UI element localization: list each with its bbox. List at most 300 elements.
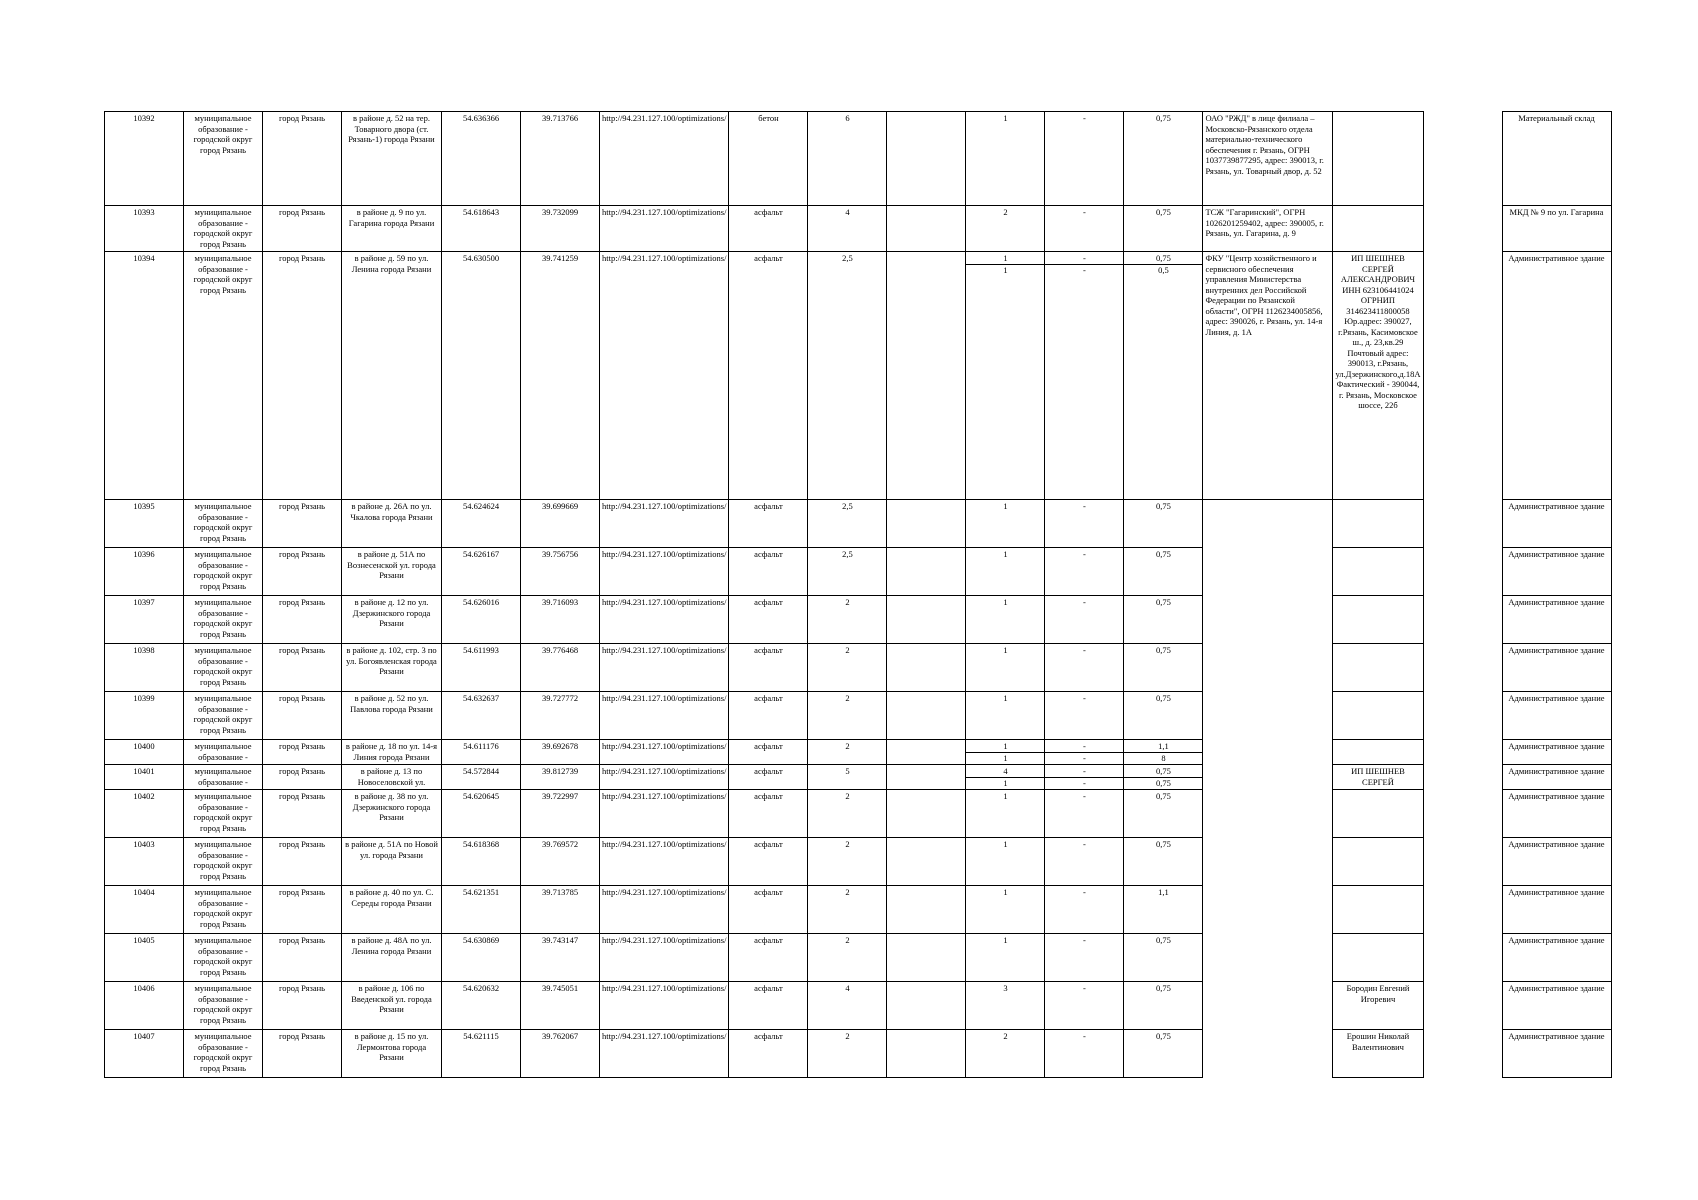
settlement-cell: город Рязань [263, 500, 342, 548]
container-count-value: 1 [1003, 113, 1008, 123]
site-id-cell: 10401 [105, 765, 184, 790]
municipality-cell: муниципальное образование - городской округ город Рязань [184, 982, 263, 1030]
table-row [105, 934, 1612, 982]
planned-count-cell [1045, 252, 1124, 500]
sharer-cell [1333, 206, 1423, 252]
empty-cell [887, 838, 966, 886]
empty-cell [887, 644, 966, 692]
owner-cell [1203, 765, 1333, 790]
longitude-cell: 39.743147 [521, 934, 600, 982]
owner-cell [1203, 790, 1333, 838]
empty-cell [1423, 886, 1502, 934]
site-id-cell: 10403 [105, 838, 184, 886]
planned-count-cell [1045, 548, 1124, 596]
source-cell: Административное здание [1502, 740, 1611, 765]
planned-count-cell [1045, 500, 1124, 548]
site-id-cell: 10402 [105, 790, 184, 838]
planned-count-value: - [1083, 1031, 1086, 1041]
latitude-cell: 54.630869 [442, 934, 521, 982]
latitude-cell: 54.621115 [442, 1030, 521, 1078]
municipality-cell: муниципальное образование - городской округ город Рязань [184, 548, 263, 596]
owner-cell: ОАО "РЖД" в лице филиала – Московско-Рязанского отдела материально-технического обеспечения г. Рязань, ОГРН 1037739877295, адрес: 390013, г. Рязань, ул. Товарный двор, д. 52 [1203, 112, 1333, 206]
table-row [105, 548, 1612, 596]
planned-count-cell [1045, 886, 1124, 934]
address-cell: в районе д. 38 по ул. Дзержинского города Рязани [342, 790, 442, 838]
settlement-cell: город Рязань [263, 934, 342, 982]
container-count-value: 1 [1003, 597, 1008, 607]
site-id-cell: 10399 [105, 692, 184, 740]
owner-cell [1203, 692, 1333, 740]
planned-count-value: - [1083, 693, 1086, 703]
volume-value: 0,75 [1156, 777, 1171, 788]
planned-count-value: - [1083, 887, 1086, 897]
empty-cell [887, 112, 966, 206]
settlement-cell: город Рязань [263, 252, 342, 500]
planned-count-cell [1045, 644, 1124, 692]
sharer-cell [1333, 838, 1423, 886]
planned-count-cell [1045, 692, 1124, 740]
area-cell: 2 [808, 790, 887, 838]
container-count-value: 1 [1003, 693, 1008, 703]
latitude-cell: 54.632637 [442, 692, 521, 740]
owner-cell: ТСЖ "Гагаринский", ОГРН 1026201259402, адрес: 390005, г. Рязань, ул. Гагарина, д. 9 [1203, 206, 1333, 252]
planned-count-cell [1045, 1030, 1124, 1078]
longitude-cell: 39.692678 [521, 740, 600, 765]
empty-cell [1423, 692, 1502, 740]
area-cell: 2 [808, 596, 887, 644]
latitude-cell: 54.626016 [442, 596, 521, 644]
table-row [105, 838, 1612, 886]
latitude-cell: 54.618643 [442, 206, 521, 252]
surface-cell: асфальт [729, 206, 808, 252]
volume-value: 0,75 [1156, 983, 1171, 993]
volume-value: 1,1 [1124, 741, 1202, 753]
longitude-cell: 39.713785 [521, 886, 600, 934]
planned-count-value: - [1083, 113, 1086, 123]
map-link-cell: http://94.231.127.100/optimizations/ [600, 765, 729, 790]
planned-count-value: - [1083, 777, 1086, 788]
latitude-cell: 54.620632 [442, 982, 521, 1030]
container-count-value: 2 [1003, 1031, 1008, 1041]
table-row [105, 740, 1612, 765]
settlement-cell: город Рязань [263, 692, 342, 740]
address-cell: в районе д. 18 по ул. 14-я Линия города Рязани [342, 740, 442, 765]
empty-cell [1423, 765, 1502, 790]
owner-cell [1203, 740, 1333, 765]
volume-cell [1124, 838, 1203, 886]
site-id-cell: 10405 [105, 934, 184, 982]
longitude-cell: 39.776468 [521, 644, 600, 692]
settlement-cell: город Рязань [263, 982, 342, 1030]
address-cell: в районе д. 106 по Введенской ул. города Рязани [342, 982, 442, 1030]
table-row [105, 982, 1612, 1030]
source-cell: МКД № 9 по ул. Гагарина [1502, 206, 1611, 252]
empty-cell [887, 765, 966, 790]
address-cell: в районе д. 9 по ул. Гагарина города Рязани [342, 206, 442, 252]
source-cell: Административное здание [1502, 252, 1611, 500]
container-count-value: 1 [1003, 777, 1008, 788]
municipality-cell: муниципальное образование - городской округ город Рязань [184, 790, 263, 838]
planned-count-cell [1045, 596, 1124, 644]
empty-cell [887, 548, 966, 596]
planned-count-cell [1045, 765, 1124, 790]
sharer-cell [1333, 790, 1423, 838]
source-cell: Административное здание [1502, 886, 1611, 934]
latitude-cell: 54.620645 [442, 790, 521, 838]
container-count-value: 1 [1003, 791, 1008, 801]
container-count-cell [966, 838, 1045, 886]
area-cell: 6 [808, 112, 887, 206]
source-cell: Административное здание [1502, 838, 1611, 886]
surface-cell: асфальт [729, 934, 808, 982]
site-id-cell: 10400 [105, 740, 184, 765]
municipality-cell: муниципальное образование - городской округ город Рязань [184, 1030, 263, 1078]
map-link-cell: http://94.231.127.100/optimizations/ [600, 692, 729, 740]
empty-cell [1423, 206, 1502, 252]
container-count-value: 1 [1003, 501, 1008, 511]
volume-cell [1124, 982, 1203, 1030]
latitude-cell: 54.636366 [442, 112, 521, 206]
volume-value: 0,75 [1156, 693, 1171, 703]
volume-value: 0,75 [1156, 207, 1171, 217]
empty-cell [887, 740, 966, 765]
address-cell: в районе д. 26А по ул. Чкалова города Рязани [342, 500, 442, 548]
planned-count-cell [1045, 934, 1124, 982]
volume-cell [1124, 934, 1203, 982]
empty-cell [887, 790, 966, 838]
sharer-cell [1333, 740, 1423, 765]
map-link-cell: http://94.231.127.100/optimizations/ [600, 500, 729, 548]
container-count-value: 1 [1003, 752, 1008, 763]
container-count-cell [966, 548, 1045, 596]
area-cell: 5 [808, 765, 887, 790]
owner-cell [1203, 838, 1333, 886]
container-count-value: 1 [1003, 887, 1008, 897]
table-row [105, 692, 1612, 740]
site-id-cell: 10397 [105, 596, 184, 644]
settlement-cell: город Рязань [263, 644, 342, 692]
site-id-cell: 10395 [105, 500, 184, 548]
address-cell: в районе д. 15 по ул. Лермонтова города Рязани [342, 1030, 442, 1078]
empty-cell [1423, 548, 1502, 596]
latitude-cell: 54.618368 [442, 838, 521, 886]
map-link-cell: http://94.231.127.100/optimizations/ [600, 548, 729, 596]
planned-count-value: - [1083, 549, 1086, 559]
settlement-cell: город Рязань [263, 790, 342, 838]
surface-cell: асфальт [729, 982, 808, 1030]
empty-cell [1423, 644, 1502, 692]
address-cell: в районе д. 40 по ул. С. Середы города Рязани [342, 886, 442, 934]
sharer-cell [1333, 886, 1423, 934]
empty-cell [1423, 112, 1502, 206]
longitude-cell: 39.727772 [521, 692, 600, 740]
container-count-value: 4 [966, 766, 1044, 778]
area-cell: 2,5 [808, 548, 887, 596]
map-link-cell: http://94.231.127.100/optimizations/ [600, 252, 729, 500]
area-cell: 2 [808, 692, 887, 740]
empty-cell [1423, 596, 1502, 644]
municipality-cell: муниципальное образование - городской округ город Рязань [184, 886, 263, 934]
municipality-cell: муниципальное образование - городской округ город Рязань [184, 596, 263, 644]
container-count-value: 1 [966, 253, 1044, 265]
settlement-cell: город Рязань [263, 740, 342, 765]
municipality-cell: муниципальное образование - городской округ город Рязань [184, 500, 263, 548]
surface-cell: асфальт [729, 500, 808, 548]
container-count-cell [966, 982, 1045, 1030]
address-cell: в районе д. 102, стр. 3 по ул. Богоявленская города Рязани [342, 644, 442, 692]
container-count-cell [966, 500, 1045, 548]
sharer-cell [1333, 934, 1423, 982]
area-cell: 2 [808, 886, 887, 934]
container-count-cell [966, 765, 1045, 790]
volume-value: 0,75 [1156, 113, 1171, 123]
owner-cell [1203, 644, 1333, 692]
container-count-value: 1 [1003, 935, 1008, 945]
container-count-value: 1 [1003, 264, 1008, 275]
volume-value: 0,75 [1156, 839, 1171, 849]
volume-cell [1124, 1030, 1203, 1078]
latitude-cell: 54.572844 [442, 765, 521, 790]
empty-cell [1423, 982, 1502, 1030]
volume-value: 0,75 [1156, 549, 1171, 559]
planned-count-cell [1045, 740, 1124, 765]
area-cell: 2 [808, 740, 887, 765]
empty-cell [1423, 1030, 1502, 1078]
area-cell: 2,5 [808, 252, 887, 500]
address-cell: в районе д. 51А по Вознесенской ул. города Рязани [342, 548, 442, 596]
source-cell: Административное здание [1502, 548, 1611, 596]
container-count-cell [966, 644, 1045, 692]
planned-count-value: - [1045, 253, 1123, 265]
volume-cell [1124, 206, 1203, 252]
source-cell: Административное здание [1502, 596, 1611, 644]
volume-value: 0,75 [1156, 501, 1171, 511]
longitude-cell: 39.713766 [521, 112, 600, 206]
waste-sites-table [104, 111, 1612, 1078]
municipality-cell: муниципальное образование - [184, 765, 263, 790]
table-row [105, 765, 1612, 790]
address-cell: в районе д. 52 на тер. Товарного двора (ст. Рязань-1) города Рязани [342, 112, 442, 206]
municipality-cell: муниципальное образование - [184, 740, 263, 765]
container-count-value: 3 [1003, 983, 1008, 993]
municipality-cell: муниципальное образование - городской округ город Рязань [184, 838, 263, 886]
volume-cell [1124, 112, 1203, 206]
planned-count-cell [1045, 838, 1124, 886]
map-link-cell: http://94.231.127.100/optimizations/ [600, 1030, 729, 1078]
source-cell: Административное здание [1502, 790, 1611, 838]
planned-count-cell [1045, 112, 1124, 206]
surface-cell: асфальт [729, 790, 808, 838]
volume-cell [1124, 692, 1203, 740]
source-cell: Административное здание [1502, 500, 1611, 548]
settlement-cell: город Рязань [263, 1030, 342, 1078]
empty-cell [887, 692, 966, 740]
planned-count-cell [1045, 206, 1124, 252]
longitude-cell: 39.699669 [521, 500, 600, 548]
volume-value: 0,75 [1156, 597, 1171, 607]
site-id-cell: 10406 [105, 982, 184, 1030]
map-link-cell: http://94.231.127.100/optimizations/ [600, 838, 729, 886]
site-id-cell: 10404 [105, 886, 184, 934]
container-count-cell [966, 252, 1045, 500]
longitude-cell: 39.769572 [521, 838, 600, 886]
volume-cell [1124, 886, 1203, 934]
sharer-cell [1333, 692, 1423, 740]
latitude-cell: 54.611993 [442, 644, 521, 692]
owner-cell [1203, 548, 1333, 596]
container-count-value: 1 [1003, 549, 1008, 559]
container-count-cell [966, 934, 1045, 982]
settlement-cell: город Рязань [263, 886, 342, 934]
longitude-cell: 39.716093 [521, 596, 600, 644]
empty-cell [887, 1030, 966, 1078]
empty-cell [887, 934, 966, 982]
municipality-cell: муниципальное образование - городской округ город Рязань [184, 112, 263, 206]
settlement-cell: город Рязань [263, 596, 342, 644]
longitude-cell: 39.722997 [521, 790, 600, 838]
site-id-cell: 10393 [105, 206, 184, 252]
area-cell: 2 [808, 838, 887, 886]
planned-count-value: - [1045, 766, 1123, 778]
table-body [105, 112, 1612, 1078]
source-cell: Административное здание [1502, 1030, 1611, 1078]
surface-cell: асфальт [729, 548, 808, 596]
municipality-cell: муниципальное образование - городской округ город Рязань [184, 206, 263, 252]
container-count-cell [966, 790, 1045, 838]
owner-cell [1203, 1030, 1333, 1078]
surface-cell: асфальт [729, 838, 808, 886]
address-cell: в районе д. 12 по ул. Дзержинского города Рязани [342, 596, 442, 644]
municipality-cell: муниципальное образование - городской округ город Рязань [184, 644, 263, 692]
surface-cell: асфальт [729, 740, 808, 765]
map-link-cell: http://94.231.127.100/optimizations/ [600, 596, 729, 644]
table-row [105, 1030, 1612, 1078]
volume-cell [1124, 548, 1203, 596]
empty-cell [887, 596, 966, 644]
container-count-value: 1 [1003, 839, 1008, 849]
table-row [105, 644, 1612, 692]
sharer-cell: ИП ШЕШНЕВ СЕРГЕЙ АЛЕКСАНДРОВИЧ ИНН 623106441024 ОГРНИП 314623411800058 Юр.адрес: 390027, г.Рязань, Касимовское ш., д. 23,кв.29 Почтовый адрес: 390013, г.Рязань, ул.Дзержинского,д.18А Фактический - 390044, г. Рязань, Московское шоссе, 22б [1333, 252, 1423, 500]
owner-cell: ФКУ "Центр хозяйственного и сервисного обеспечения управления Министерства внутренних дел Российской Федерации по Рязанской области", ОГРН 1126234005856, адрес: 390026, г. Рязань, ул. 14-я Линия, д. 1А [1203, 252, 1333, 500]
map-link-cell: http://94.231.127.100/optimizations/ [600, 934, 729, 982]
table-row [105, 206, 1612, 252]
address-cell: в районе д. 59 по ул. Ленина города Рязани [342, 252, 442, 500]
container-count-value: 1 [1003, 645, 1008, 655]
surface-cell: асфальт [729, 886, 808, 934]
settlement-cell: город Рязань [263, 765, 342, 790]
volume-cell [1124, 765, 1203, 790]
planned-count-value: - [1083, 501, 1086, 511]
map-link-cell: http://94.231.127.100/optimizations/ [600, 206, 729, 252]
source-cell: Административное здание [1502, 644, 1611, 692]
volume-value: 1,1 [1158, 887, 1169, 897]
empty-cell [1423, 934, 1502, 982]
municipality-cell: муниципальное образование - городской округ город Рязань [184, 692, 263, 740]
empty-cell [887, 500, 966, 548]
volume-value: 0,75 [1124, 253, 1202, 265]
planned-count-value: - [1083, 597, 1086, 607]
site-id-cell: 10394 [105, 252, 184, 500]
surface-cell: асфальт [729, 644, 808, 692]
container-count-cell [966, 206, 1045, 252]
address-cell: в районе д. 48А по ул. Ленина города Рязани [342, 934, 442, 982]
latitude-cell: 54.611176 [442, 740, 521, 765]
volume-value: 0,75 [1156, 645, 1171, 655]
area-cell: 4 [808, 982, 887, 1030]
empty-cell [1423, 740, 1502, 765]
volume-cell [1124, 596, 1203, 644]
address-cell: в районе д. 51А по Новой ул. города Рязани [342, 838, 442, 886]
planned-count-value: - [1083, 935, 1086, 945]
sharer-cell [1333, 644, 1423, 692]
source-cell: Административное здание [1502, 934, 1611, 982]
table-row [105, 252, 1612, 500]
container-count-cell [966, 1030, 1045, 1078]
container-count-cell [966, 112, 1045, 206]
planned-count-value: - [1083, 839, 1086, 849]
sharer-cell: Ерошин Николай Валентинович [1333, 1030, 1423, 1078]
table-row [105, 112, 1612, 206]
longitude-cell: 39.732099 [521, 206, 600, 252]
surface-cell: асфальт [729, 596, 808, 644]
owner-cell [1203, 934, 1333, 982]
table-row [105, 500, 1612, 548]
map-link-cell: http://94.231.127.100/optimizations/ [600, 982, 729, 1030]
empty-cell [1423, 500, 1502, 548]
container-count-value: 1 [966, 741, 1044, 753]
volume-value: 0,75 [1156, 935, 1171, 945]
volume-value: 8 [1161, 752, 1166, 763]
volume-cell [1124, 740, 1203, 765]
settlement-cell: город Рязань [263, 838, 342, 886]
address-cell: в районе д. 13 по Новоселовской ул. [342, 765, 442, 790]
empty-cell [887, 252, 966, 500]
surface-cell: асфальт [729, 252, 808, 500]
empty-cell [887, 206, 966, 252]
latitude-cell: 54.626167 [442, 548, 521, 596]
site-id-cell: 10407 [105, 1030, 184, 1078]
source-cell: Административное здание [1502, 692, 1611, 740]
map-link-cell: http://94.231.127.100/optimizations/ [600, 886, 729, 934]
volume-cell [1124, 644, 1203, 692]
site-id-cell: 10392 [105, 112, 184, 206]
longitude-cell: 39.745051 [521, 982, 600, 1030]
container-count-cell [966, 740, 1045, 765]
municipality-cell: муниципальное образование - городской округ город Рязань [184, 252, 263, 500]
map-link-cell: http://94.231.127.100/optimizations/ [600, 644, 729, 692]
planned-count-value: - [1083, 264, 1086, 275]
empty-cell [1423, 838, 1502, 886]
sharer-cell: Бородин Евгений Игоревич [1333, 982, 1423, 1030]
latitude-cell: 54.621351 [442, 886, 521, 934]
empty-cell [887, 886, 966, 934]
planned-count-value: - [1083, 791, 1086, 801]
planned-count-value: - [1083, 207, 1086, 217]
source-cell: Административное здание [1502, 982, 1611, 1030]
sharer-cell: ИП ШЕШНЕВ СЕРГЕЙ [1333, 765, 1423, 790]
area-cell: 2,5 [808, 500, 887, 548]
sharer-cell [1333, 500, 1423, 548]
sharer-cell [1333, 596, 1423, 644]
volume-value: 0,75 [1156, 1031, 1171, 1041]
volume-cell [1124, 500, 1203, 548]
owner-cell [1203, 500, 1333, 548]
empty-cell [1423, 252, 1502, 500]
planned-count-cell [1045, 790, 1124, 838]
site-id-cell: 10398 [105, 644, 184, 692]
surface-cell: бетон [729, 112, 808, 206]
container-count-cell [966, 692, 1045, 740]
